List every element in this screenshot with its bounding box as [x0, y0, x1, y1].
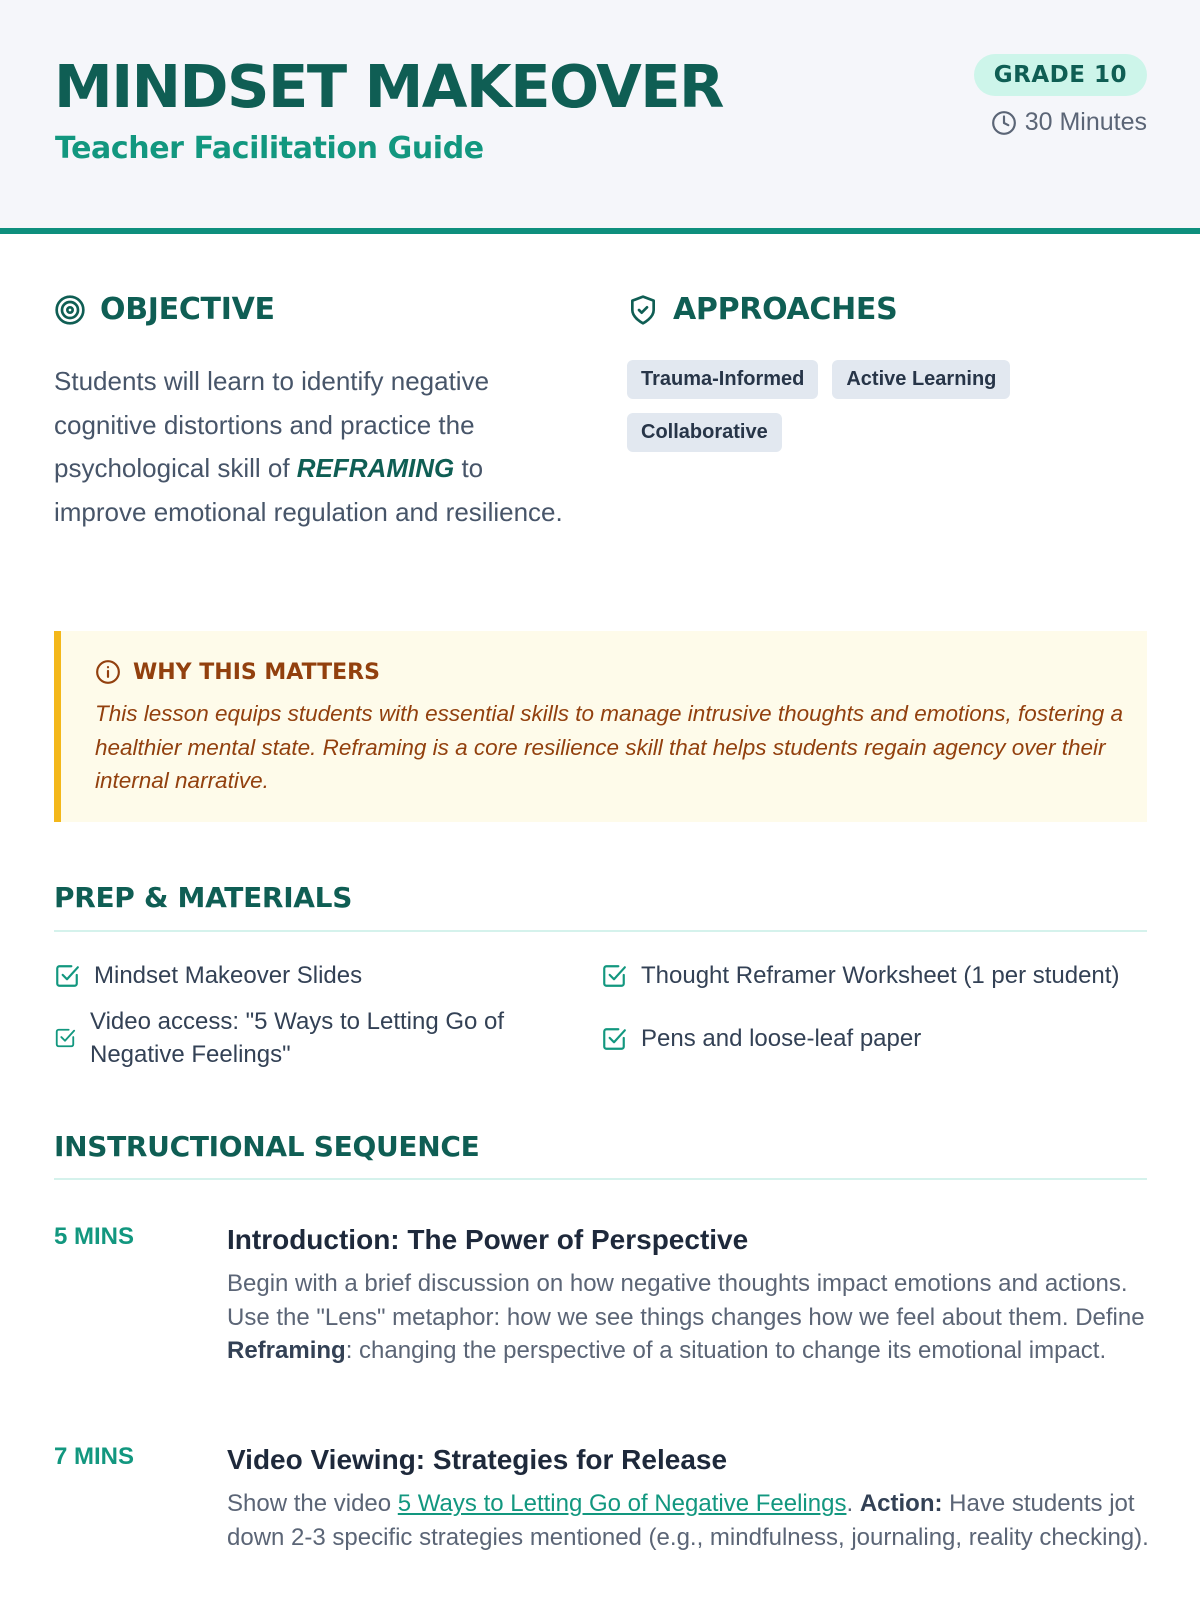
approaches-heading-text: APPROACHES	[673, 292, 898, 327]
page-header	[0, 0, 1200, 234]
checkbox-checked-icon	[601, 1026, 627, 1052]
objective-heading	[54, 292, 275, 327]
material-item-label: Video access: "5 Ways to Letting Go of Negative Feelings"	[90, 1008, 505, 1068]
step-bold: Reframing	[227, 1337, 346, 1364]
step-text: : changing the perspective of a situation to change its emotional impact.	[345, 1337, 1107, 1364]
approach-tags	[627, 360, 1067, 452]
checkbox-checked-icon	[54, 1027, 76, 1049]
sequence-heading	[54, 1130, 479, 1163]
step-time: 5 MINS	[54, 1223, 135, 1250]
objective-text-part: Students will learn to identify negative cognitive distortions and practice the psychological skill of	[54, 366, 490, 483]
shield-check-icon	[627, 294, 659, 326]
step-text: Begin with a brief discussion on how negative thoughts impact emotions and actions. Use the "Lens" metaphor: how we see things changes how we feel about them. Define	[227, 1270, 1145, 1331]
material-item-label: Pens and loose-leaf paper	[641, 1025, 922, 1052]
page-title: MINDSET MAKEOVER	[54, 52, 723, 121]
material-item-label: Thought Reframer Worksheet (1 per student)	[641, 962, 1120, 989]
video-link[interactable]: 5 Ways to Letting Go of Negative Feelings	[397, 1490, 847, 1517]
materials-heading-text: PREP & MATERIALS	[54, 881, 353, 914]
checkbox-checked-icon	[601, 963, 627, 989]
why-text: This lesson equips students with essential skills to manage intrusive thoughts and emotions, fostering a healthier mental state. Reframing is a core resilience skill that helps students regain agency over their internal narrative.	[95, 701, 1124, 793]
duration	[991, 108, 1147, 137]
info-icon	[95, 659, 121, 685]
objective-emphasis: REFRAMING	[296, 453, 455, 483]
why-heading	[95, 659, 380, 685]
step-bold: Action:	[859, 1490, 943, 1517]
clock-icon	[991, 110, 1017, 136]
checkbox-checked-icon	[54, 963, 80, 989]
grade-badge: GRADE 10	[974, 54, 1147, 96]
objective-text-part: to improve emotional regulation and resilience.	[54, 453, 563, 527]
material-item	[601, 959, 1119, 992]
material-item-label: Mindset Makeover Slides	[94, 962, 363, 989]
target-icon	[54, 294, 86, 326]
step-title: Video Viewing: Strategies for Release	[227, 1444, 728, 1475]
step-text: Show the video	[227, 1490, 398, 1517]
objective-text	[54, 360, 574, 534]
objective-heading-text: OBJECTIVE	[100, 292, 275, 327]
page-subtitle: Teacher Facilitation Guide	[55, 131, 484, 166]
materials-heading	[54, 881, 352, 914]
step-time: 7 MINS	[54, 1443, 135, 1470]
step-title: Introduction: The Power of Perspective	[227, 1224, 749, 1255]
step-description	[227, 1267, 1152, 1368]
tag-active-learning: Active Learning	[832, 360, 1010, 399]
why-callout	[54, 631, 1147, 822]
material-item	[601, 1022, 921, 1055]
step-text: Have students jot down 2-3 specific strategies mentioned (e.g., mindfulness, journaling, reality checking).	[227, 1490, 1149, 1551]
tag-collaborative: Collaborative	[627, 413, 782, 452]
approaches-heading	[627, 292, 897, 327]
tag-trauma-informed: Trauma-Informed	[627, 360, 818, 399]
materials-divider	[54, 930, 1147, 932]
material-item	[54, 1005, 554, 1071]
sequence-divider	[54, 1178, 1147, 1180]
step-text: .	[846, 1490, 860, 1517]
material-item	[54, 959, 362, 992]
step-description	[227, 1487, 1152, 1554]
sequence-heading-text: INSTRUCTIONAL SEQUENCE	[54, 1130, 480, 1163]
why-heading-text: WHY THIS MATTERS	[133, 659, 380, 685]
duration-text: 30 Minutes	[1024, 108, 1147, 136]
